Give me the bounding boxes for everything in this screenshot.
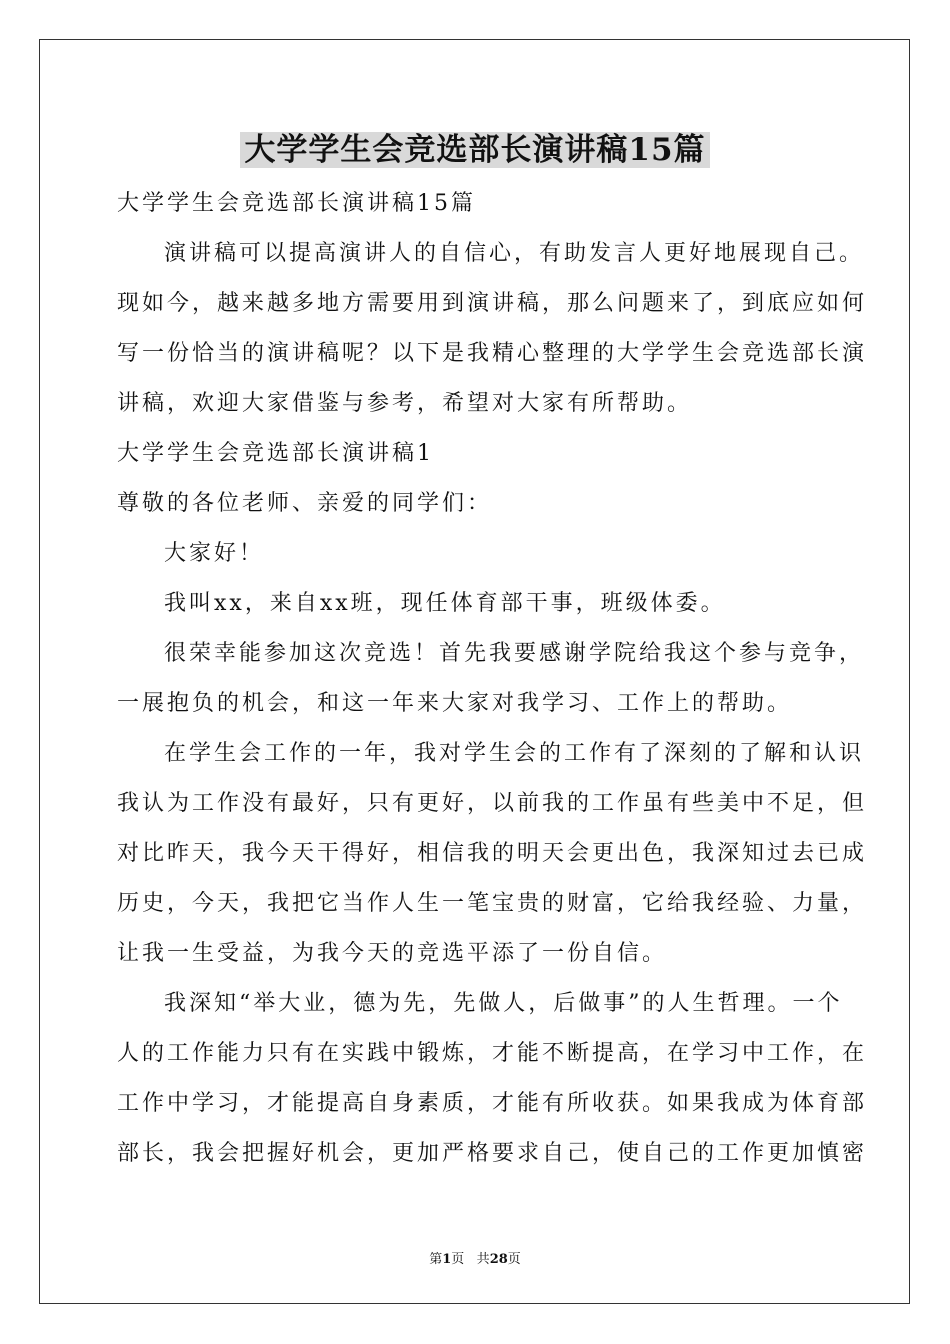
section-heading: 大学学生会竞选部长演讲稿1 (117, 441, 434, 466)
paragraph-line: 在学生会工作的一年，我对学生会的工作有了深刻的了解和认识 (164, 741, 865, 766)
paragraph-line: 很荣幸能参加这次竞选！首先我要感谢学院给我这个参与竞争， (164, 641, 865, 666)
document-title (0, 124, 950, 169)
paragraph-line: 人的工作能力只有在实践中锻炼，才能不断提高，在学习中工作，在 (117, 1041, 868, 1066)
greeting-line: 大家好！ (164, 541, 265, 566)
paragraph-line: 现如今，越来越多地方需要用到演讲稿，那么问题来了，到底应如何 (117, 291, 868, 316)
total-pages: 28 (489, 1252, 508, 1267)
paragraph-line: 我深知“举大业，德为先，先做人，后做事”的人生哲理。一个 (164, 991, 843, 1016)
paragraph-line: 历史，今天，我把它当作人生一笔宝贵的财富，它给我经验、力量， (117, 891, 868, 916)
paragraph-line: 我叫xx，来自xx班，现任体育部干事，班级体委。 (164, 591, 726, 616)
paragraph-line: 部长，我会把握好机会，更加严格要求自己，使自己的工作更加慎密 (117, 1141, 868, 1166)
paragraph-line: 讲稿，欢迎大家借鉴与参考，希望对大家有所帮助。 (117, 391, 693, 416)
paragraph-line: 对比昨天，我今天干得好，相信我的明天会更出色，我深知过去已成 (117, 841, 868, 866)
document-title-text: 大学学生会竞选部长演讲稿15篇 (240, 132, 709, 168)
page-prefix: 第 (429, 1252, 443, 1267)
page-footer (0, 1248, 950, 1267)
total-prefix: 共 (476, 1252, 490, 1267)
subtitle-line: 大学学生会竞选部长演讲稿15篇 (117, 191, 476, 216)
page-suffix: 页 (451, 1252, 465, 1267)
paragraph-line: 写一份恰当的演讲稿呢？以下是我精心整理的大学学生会竞选部长演 (117, 341, 868, 366)
paragraph-line: 一展抱负的机会，和这一年来大家对我学习、工作上的帮助。 (117, 691, 793, 716)
paragraph-line: 工作中学习，才能提高自身素质，才能有所收获。如果我成为体育部 (117, 1091, 868, 1116)
total-suffix: 页 (507, 1252, 521, 1267)
page-number: 1 (442, 1252, 452, 1267)
salutation-line: 尊敬的各位老师、亲爱的同学们： (117, 491, 493, 516)
paragraph-line: 我认为工作没有最好，只有更好，以前我的工作虽有些美中不足，但 (117, 791, 868, 816)
paragraph-line: 演讲稿可以提高演讲人的自信心，有助发言人更好地展现自己。 (164, 241, 865, 266)
paragraph-line: 让我一生受益，为我今天的竞选平添了一份自信。 (117, 941, 668, 966)
